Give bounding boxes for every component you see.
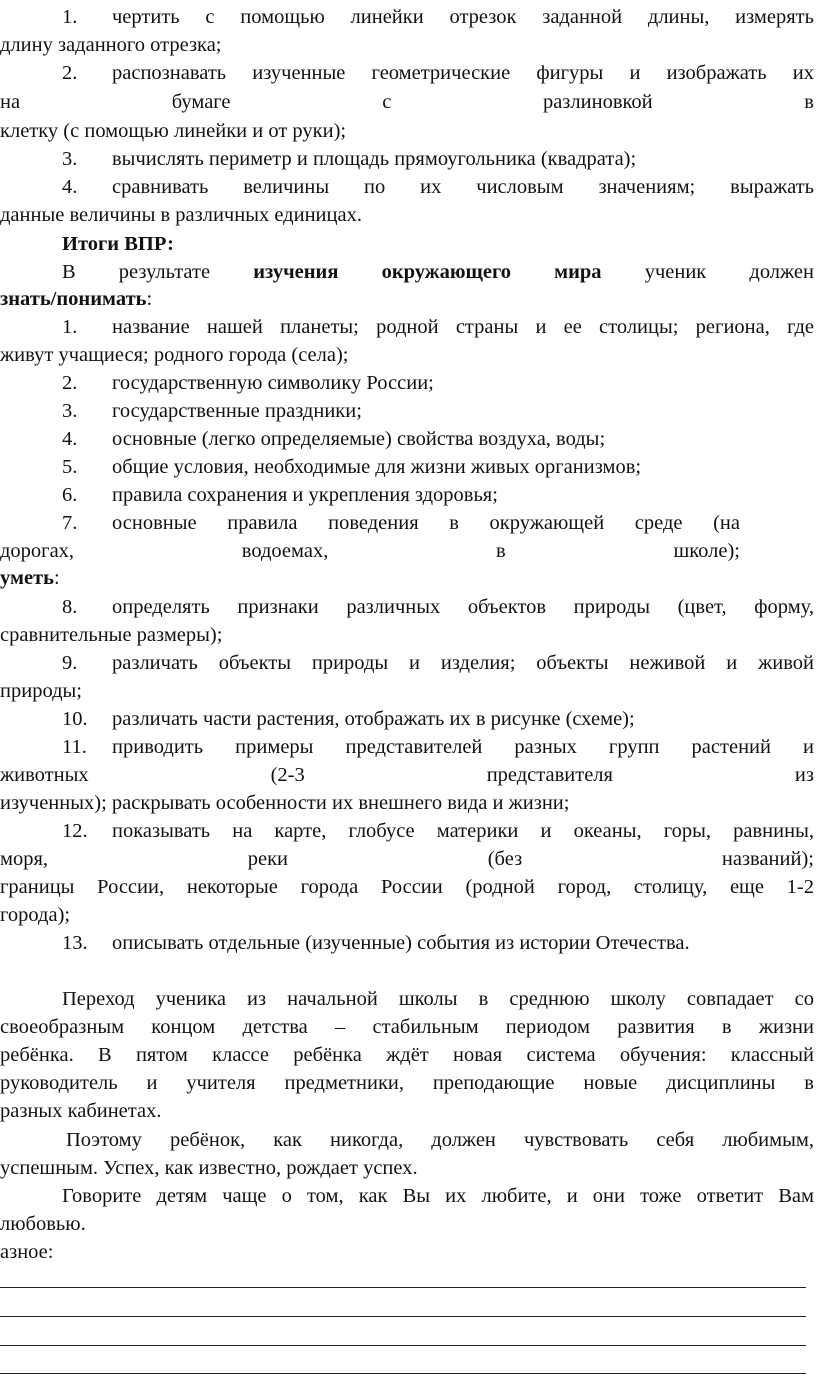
can-colon: : — [53, 567, 60, 589]
item-text: определять признаки различных объектов природы (цвет, форму, — [112, 596, 814, 618]
can-label — [0, 564, 814, 592]
item-text: государственные праздники; — [112, 400, 362, 422]
can-bold: уметь — [0, 567, 54, 589]
paragraph-line: своеобразным концом детства – стабильным периодом развития в жизни — [0, 1016, 814, 1038]
item-number: 2. — [62, 372, 78, 394]
item-text: правила сохранения и укрепления здоровья; — [112, 484, 498, 506]
list-item — [0, 705, 814, 733]
list-item — [0, 425, 814, 453]
item-text: чертить с помощью линейки отрезок заданной длины, измерять — [112, 6, 814, 28]
paragraph-line: Переход ученика из начальной школы в среднюю школу совпадает со — [62, 988, 814, 1010]
item-text: основные правила поведения в окружающей среде (на — [112, 512, 740, 534]
item-number: 9. — [62, 652, 78, 674]
intro-bold: изучения окружающего мира — [253, 261, 602, 283]
item-text: сравнивать величины по их числовым значениям; выражать — [112, 176, 814, 198]
item-number: 8. — [62, 596, 78, 618]
item-continuation: природы; — [0, 680, 82, 702]
item-text: название нашей планеты; родной страны и ее столицы; региона, где — [112, 316, 814, 338]
item-number: 11. — [62, 736, 87, 758]
item-continuation: животных (2-3 представителя из — [0, 764, 814, 786]
list-item — [0, 733, 814, 761]
notes-rule — [0, 1287, 806, 1288]
section-heading — [0, 230, 814, 258]
item-number: 6. — [62, 484, 78, 506]
item-continuation: границы России, некоторые города России (родной город, столицу, еще 1-2 — [0, 876, 814, 898]
list-item — [0, 145, 814, 173]
list-item — [0, 649, 814, 677]
item-continuation: дорогах, водоемах, в школе); — [0, 540, 740, 562]
item-text: распознавать изученные геометрические фигуры и изображать их — [112, 62, 814, 84]
item-continuation: данные величины в различных единицах. — [0, 204, 362, 226]
paragraph-line: успешным. Успех, как известно, рождает успех. — [0, 1157, 418, 1179]
paragraph-line: Поэтому ребёнок, как никогда, должен чувствовать себя любимым, — [66, 1129, 814, 1151]
item-number: 7. — [62, 512, 78, 534]
item-number: 1. — [62, 316, 78, 338]
heading-text: Итоги ВПР: — [62, 233, 174, 255]
paragraph-line: любовью. — [0, 1213, 86, 1235]
item-continuation: города); — [0, 904, 71, 926]
list-item — [0, 481, 814, 509]
item-continuation: сравнительные размеры); — [0, 624, 223, 646]
item-number: 3. — [62, 400, 78, 422]
item-continuation: моря, реки (без названий); — [0, 848, 814, 870]
paragraph-line: Говорите детям чаще о том, как Вы их любите, и они тоже ответит Вам — [62, 1185, 814, 1207]
item-text: основные (легко определяемые) свойства воздуха, воды; — [112, 428, 606, 450]
item-text: описывать отдельные (изученные) события из истории Отечества. — [112, 932, 690, 954]
intro-post: ученик должен — [644, 261, 815, 283]
notes-rule — [0, 1373, 806, 1374]
item-number: 4. — [62, 428, 78, 450]
item-number: 10. — [62, 708, 88, 730]
list-item — [0, 3, 814, 31]
list-item — [0, 509, 740, 537]
intro-line — [0, 258, 814, 286]
item-text: различать части растения, отображать их в рисунке (схеме); — [112, 708, 635, 730]
notes-rule — [0, 1345, 806, 1346]
item-text: государственную символику России; — [112, 372, 434, 394]
item-number: 12. — [62, 820, 88, 842]
list-item — [0, 173, 814, 201]
intro-pre: В результате — [62, 261, 211, 283]
item-number: 13. — [62, 932, 88, 954]
list-item — [0, 59, 814, 87]
list-item — [0, 313, 814, 341]
item-number: 1. — [62, 6, 78, 28]
item-number: 5. — [62, 456, 78, 478]
paragraph-line: руководитель и учителя предметники, преподающие новые дисциплины в — [0, 1072, 814, 1094]
item-text: общие условия, необходимые для жизни живых организмов; — [112, 456, 642, 478]
item-number: 3. — [62, 148, 78, 170]
item-number: 2. — [62, 62, 78, 84]
item-text: показывать на карте, глобусе материки и океаны, горы, равнины, — [112, 820, 814, 842]
notes-rule — [0, 1316, 806, 1317]
list-item — [0, 397, 814, 425]
item-continuation: изученных); раскрывать особенности их внешнего вида и жизни; — [0, 792, 570, 814]
list-item — [0, 453, 814, 481]
item-text: вычислять периметр и площадь прямоугольника (квадрата); — [112, 148, 637, 170]
list-item — [0, 817, 814, 845]
item-continuation: живут учащиеся; родного города (села); — [0, 344, 349, 366]
list-item — [0, 369, 814, 397]
item-number: 4. — [62, 176, 78, 198]
know-label — [0, 285, 814, 313]
list-item — [0, 593, 814, 621]
paragraph-line: ребёнка. В пятом классе ребёнка ждёт новая система обучения: классный — [0, 1044, 814, 1066]
item-text: различать объекты природы и изделия; объекты неживой и живой — [112, 652, 814, 674]
know-colon: : — [146, 288, 153, 310]
paragraph-line: разных кабинетах. — [0, 1100, 162, 1122]
notes-label: азное: — [0, 1241, 54, 1263]
item-continuation-spread: на бумаге с разлиновкой в — [0, 91, 814, 113]
item-continuation: длину заданного отрезка; — [0, 34, 222, 56]
item-continuation: клетку (с помощью линейки и от руки); — [0, 120, 347, 142]
list-item — [0, 929, 814, 957]
item-text: приводить примеры представителей разных групп растений и — [112, 736, 814, 758]
know-bold: знать/понимать — [0, 288, 147, 310]
